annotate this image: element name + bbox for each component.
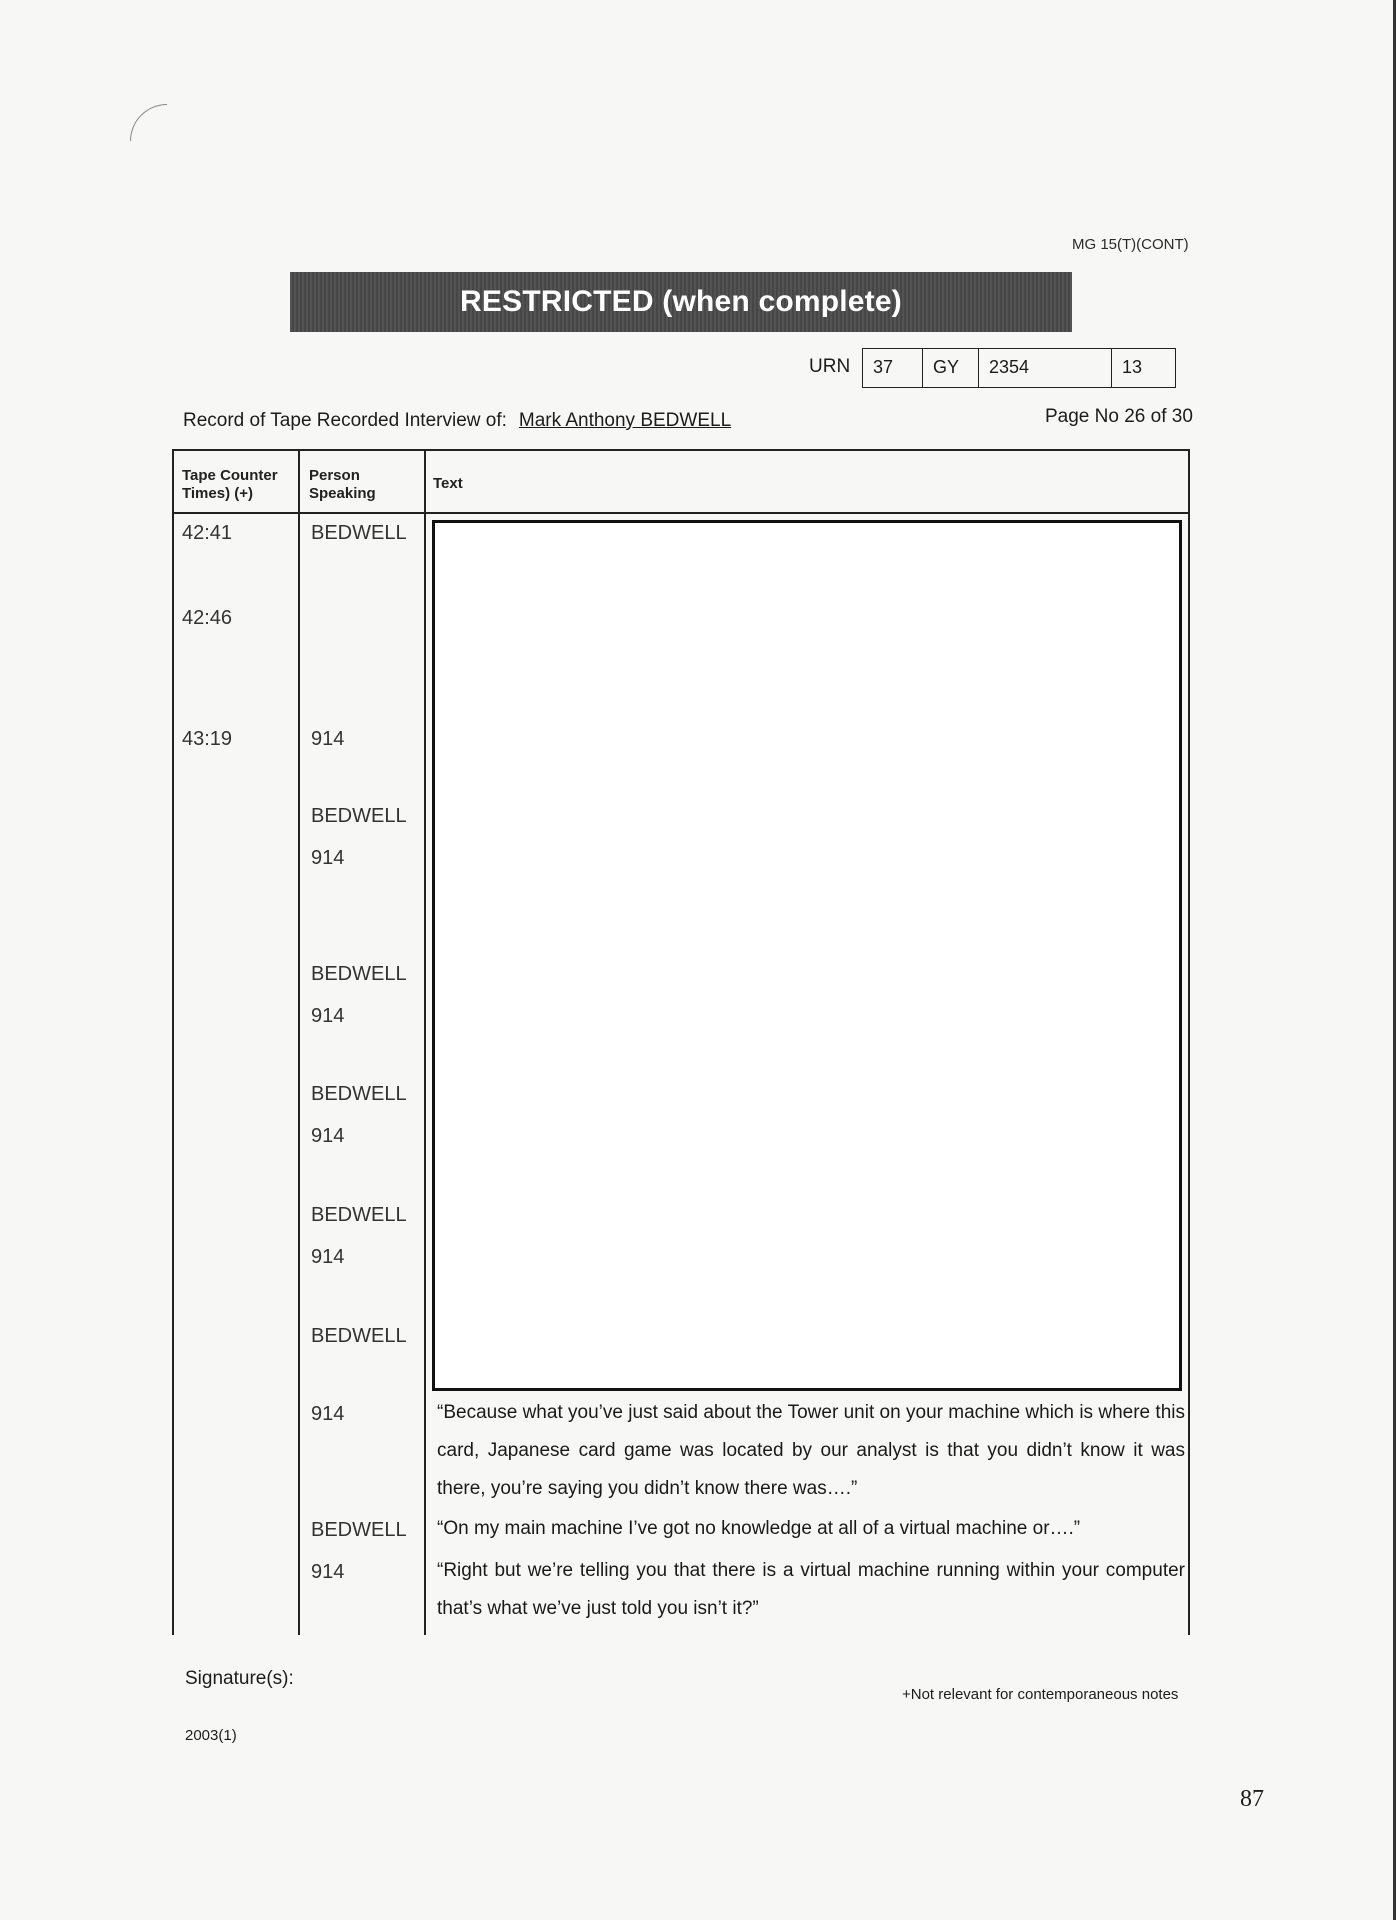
time-stamp: 42:41 — [182, 522, 233, 544]
time-stamp: 42:46 — [182, 607, 233, 629]
urn-cell: 13 — [1122, 357, 1143, 377]
speaker: 914 — [311, 1561, 345, 1583]
speaker: BEDWELL — [311, 963, 407, 985]
interview-table — [172, 449, 1190, 1635]
col-divider-2 — [424, 449, 426, 1635]
speaker: BEDWELL — [311, 1083, 407, 1105]
header-time — [182, 467, 278, 503]
page-no: Page No 26 of 30 — [1045, 406, 1193, 427]
speaker: BEDWELL — [311, 1204, 407, 1226]
speaker: BEDWELL — [311, 522, 407, 544]
speaker: 914 — [311, 728, 345, 750]
urn-cell: GY — [923, 349, 979, 387]
speaker: BEDWELL — [311, 1325, 407, 1347]
speaker: 914 — [311, 1403, 345, 1425]
transcript-text: “On my main machine I’ve got no knowledge at all of a virtual machine or….” — [437, 1518, 1081, 1539]
speaker: BEDWELL — [311, 805, 407, 827]
urn-cell: 37 — [863, 349, 923, 387]
header-time-line2: Times) (+) — [182, 485, 253, 502]
header-bottom-border — [172, 512, 1190, 514]
table-left-border — [172, 449, 174, 1635]
restricted-banner — [290, 272, 1072, 332]
header-speaker — [309, 467, 376, 503]
footnote: +Not relevant for contemporaneous notes — [902, 1686, 1179, 1703]
speaker: BEDWELL — [311, 1519, 407, 1541]
form-version: 2003(1) — [185, 1727, 237, 1744]
table-right-border — [1188, 449, 1190, 1635]
time-stamp: 43:19 — [182, 728, 233, 750]
col-divider-1 — [298, 449, 300, 1635]
urn-cell: 2354 — [979, 349, 1112, 387]
page-number: 87 — [1240, 1786, 1264, 1812]
header-text: Text — [433, 475, 463, 492]
form-code: MG 15(T)(CONT) — [1072, 236, 1189, 253]
scan-artifact — [130, 104, 167, 141]
speaker: 914 — [311, 1246, 345, 1268]
interviewee-name: Mark Anthony BEDWELL — [518, 410, 732, 431]
transcript-text: “Because what you’ve just said about the Tower unit on your machine which is where this card, Japanese card game was located by our analyst is that you didn’t know it was there, you’re saying you didn’t know there was….” — [437, 1402, 1185, 1499]
record-label: Record of Tape Recorded Interview of: — [183, 410, 507, 431]
urn-box — [862, 348, 1176, 388]
speaker: 914 — [311, 1125, 345, 1147]
signature-label: Signature(s): — [185, 1668, 294, 1689]
transcript-text: “Right but we’re telling you that there is a virtual machine running within your computer that’s what we’ve just told you isn’t it?” — [437, 1560, 1185, 1619]
redaction-box — [432, 520, 1182, 1391]
table-top-border — [172, 449, 1190, 451]
urn-label: URN — [809, 356, 851, 377]
header-speaker-line2: Speaking — [309, 485, 376, 502]
header-time-line1: Tape Counter — [182, 467, 278, 484]
header-speaker-line1: Person — [309, 467, 360, 484]
banner-text: RESTRICTED (when complete) — [460, 285, 902, 318]
speaker: 914 — [311, 1005, 345, 1027]
speaker: 914 — [311, 847, 345, 869]
record-line — [183, 410, 731, 432]
